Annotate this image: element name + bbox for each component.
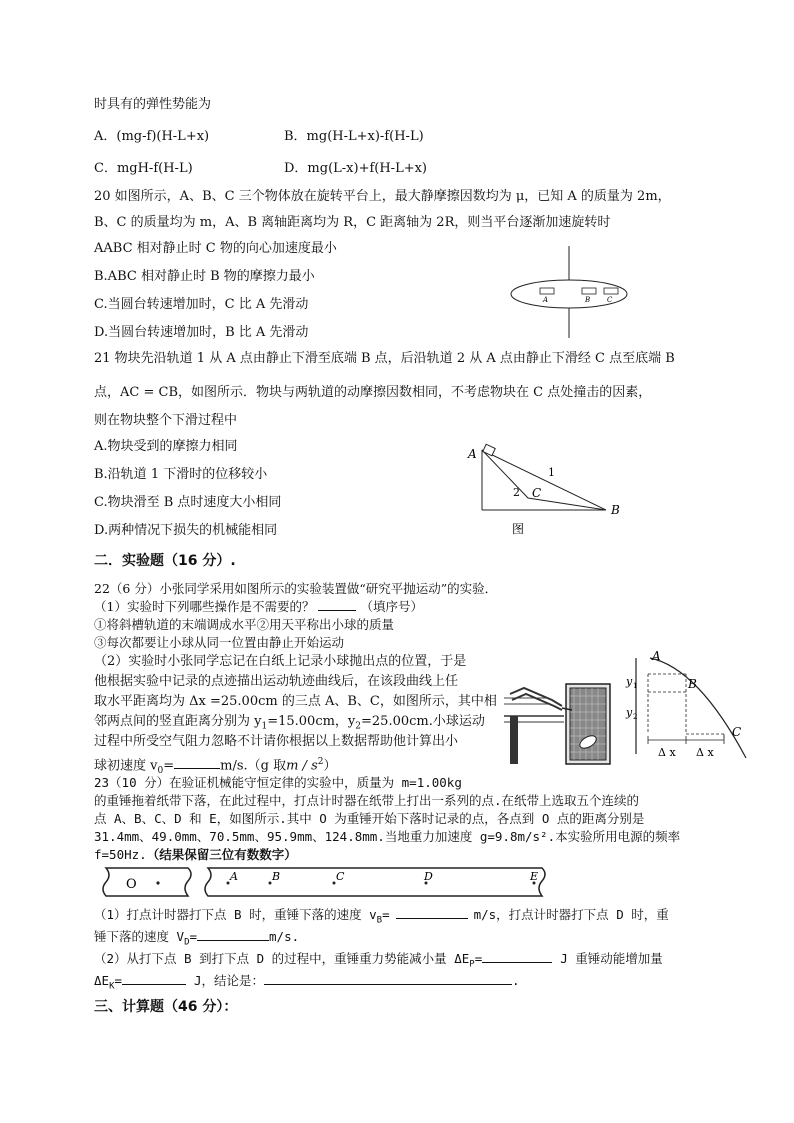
q21-option-c: C.物块滑至 B 点时速度大小相同: [94, 495, 282, 510]
q23-q1-vd-text: 锤下落的速度 V: [94, 929, 185, 944]
q23-vd-answer-blank[interactable]: [197, 928, 269, 941]
q19-option-c: C．mgH-f(H-L): [94, 161, 193, 176]
q22-part2-line2: 他根据实验中记录的点迹描出运动轨迹曲线后，在该段曲线上任: [94, 674, 459, 689]
q23-stem-line3: 点 A、B、C、D 和 E，如图所示.其中 O 为重锤开始下落时记录的点，各点到 O 点的距离分别是: [94, 811, 645, 826]
q20-turntable-figure: [508, 244, 638, 340]
q19-option-a: A．(mg-f)(H-L+x): [94, 129, 210, 144]
q22-part2-line6: 球初速度 $v_0= m/s.(g$ 取m / $s^2$）: [94, 757, 337, 776]
q22-part1-tail: （填序号）: [360, 599, 423, 614]
svg-text:1: 1: [633, 682, 638, 690]
q20-label-b: B: [585, 296, 591, 304]
q20-option-c: C.当圆台转速增加时，C 比 A 先滑动: [94, 297, 309, 312]
tape-point-e: E: [530, 870, 539, 883]
q22-g-text: m/s.（g 取: [220, 758, 287, 774]
q22-dx-label-1: Δ x: [658, 746, 676, 759]
q21-figure-caption: 图: [512, 522, 525, 536]
q23-conclusion-label: J，结论是：: [194, 973, 265, 988]
q22-point-c: C: [732, 725, 742, 739]
q19-option-b: B．mg(H-L+x)-f(H-L): [284, 129, 424, 144]
q23-q1-mid: m/s，打点计时器打下点 D 时，重: [473, 907, 669, 922]
q22-item-1-2: ①将斜槽轨道的末端调成水平②用天平称出小球的质量: [94, 617, 395, 632]
q23-stem-line2: 的重锤拖着纸带下落，在此过程中，打点计时器在纸带上打出一系列的点.在纸带上选取五个连续的: [94, 793, 640, 808]
q21-label-b: B: [611, 503, 620, 517]
q20-stem-line1: 20 如图所示，A、B、C 三个物体放在旋转平台上，最大静摩擦因数均为 μ，已知 A 的质量为 2m，: [94, 189, 671, 204]
section-3-heading: 三、计算题（46 分）：: [94, 999, 238, 1015]
svg-text:2: 2: [633, 713, 638, 721]
q20-label-c: C: [607, 296, 613, 304]
q19-tail: 时具有的弹性势能为: [94, 97, 212, 112]
q23-q2-mid: J 重锤动能增加量: [560, 951, 663, 966]
q23-q1-text: （1）打点计时器打下点 B 时，重锤下落的速度 v: [94, 907, 377, 922]
q20-label-a: A: [543, 296, 549, 304]
q21-option-b: B.沿轨道 1 下滑时的位移较小: [94, 467, 268, 482]
q23-vb-answer-blank[interactable]: [396, 906, 468, 919]
q21-option-d: D.两种情况下损失的机械能相同: [94, 523, 278, 538]
q22-point-b: B: [688, 677, 697, 691]
q23-stem-line4: 31.4mm、49.0mm、70.5mm、95.9mm、124.8mm.当地重力加速度 g=9.8m/s².本实验所用电源的频率: [94, 829, 681, 844]
q23-conclusion-answer-blank[interactable]: [264, 972, 512, 985]
q21-track-1-label: 1: [548, 466, 555, 479]
q22-part2-line1: （2）实验时小张同学忘记在白纸上记录小球抛出点的位置，于是: [94, 654, 467, 669]
q20-option-a: AABC 相对静止时 C 物的向心加速度最小: [94, 241, 337, 256]
tape-point-a: A: [230, 870, 238, 883]
q21-stem-line3: 则在物块整个下滑过程中: [94, 413, 238, 428]
q22-y2-label: y: [626, 706, 633, 719]
q23-paper-tape: [96, 864, 564, 902]
q23-stem-line1: 23（10 分）在验证机械能守恒定律的实验中，质量为 m=1.00kg: [94, 775, 462, 790]
section-2-heading: 二．实验题（16 分）.: [94, 553, 236, 569]
q21-option-a: A.物块受到的摩擦力相同: [94, 439, 238, 454]
q19-option-d: D．mg(L-x)+f(H-L+x): [284, 161, 428, 176]
q22-item-3: ③每次都要让小球从同一位置由静止开始运动: [94, 635, 345, 650]
q23-dek-text: ΔE: [94, 973, 110, 988]
q22-stem: 22（6 分）小张同学采用如图所示的实验装置做“研究平抛运动”的实验．: [94, 581, 498, 596]
q22-y1-label: y: [626, 675, 633, 688]
q23-dep-answer-blank[interactable]: [482, 950, 552, 963]
q20-stem-line2: B、C 的质量均为 m，A、B 离轴距离均为 R，C 距离轴为 2R，则当平台逐渐加速旋转时: [94, 215, 611, 230]
tape-point-c: C: [336, 870, 345, 883]
q22-point-a: A: [652, 649, 661, 663]
q21-label-c: C: [532, 486, 542, 500]
q23-precision-note: （结果保留三位有数数字）: [146, 847, 297, 862]
q22-apparatus-figure: [502, 680, 620, 766]
q22-part2-line4: 邻两点间的竖直距离分别为 $y_1=15.00cm$，$y_2=25.00cm$.小球运动: [94, 714, 485, 732]
q22-dx-label-2: Δ x: [696, 746, 714, 759]
q22-y2-text: =15.00cm，y: [267, 714, 356, 729]
q22-y1-text: 邻两点间的竖直距离分别为 y: [94, 714, 262, 729]
q20-option-d: D.当圆台转速增加时，B 比 A 先滑动: [94, 325, 309, 340]
q23-dek-answer-blank[interactable]: [122, 972, 186, 985]
q22-part2-line5: 过程中所受空气阻力忽略不计请你根据以上数据帮助他计算出小: [94, 734, 459, 749]
q21-track-figure: [466, 440, 626, 538]
q21-stem-line2: 点，AC = CB，如图所示．物块与两轨道的动摩擦因数相同，不考虑物块在 C 点处撞击的因素，: [94, 385, 652, 400]
q22-v0-text: 球初速度 v: [94, 758, 158, 774]
q23-frequency: f=50Hz.: [94, 847, 147, 862]
tape-point-b: B: [272, 870, 281, 883]
q22-part2-line3: 取水平距离均为 Δx =25.00cm 的三点 A、B、C，如图所示，其中相: [94, 694, 497, 709]
q22-v0-answer-blank[interactable]: [174, 756, 220, 769]
q21-track-2-label: 2: [513, 486, 520, 499]
q21-label-a: A: [468, 447, 477, 461]
q22-trajectory-figure: [628, 648, 756, 768]
tape-point-d: D: [424, 870, 433, 883]
tape-point-o: O: [126, 877, 137, 892]
q22-part1: [94, 598, 423, 616]
q22-part1-text: （1）实验时下列哪些操作是不需要的？: [94, 599, 315, 614]
q23-q2-text: （2）从打下点 B 到打下点 D 的过程中，重锤重力势能减小量 ΔE: [94, 951, 470, 966]
q22-part1-answer-blank[interactable]: [318, 598, 356, 611]
q22-y2-tail: =25.00cm.小球运动: [361, 714, 485, 729]
q20-option-b: B.ABC 相对静止时 B 物的摩擦力最小: [94, 269, 315, 284]
q21-stem-line1: 21 物块先沿轨道 1 从 A 点由静止下滑至底端 B 点，后沿轨道 2 从 A 点由静止下滑经 C 点至底端 B: [94, 351, 675, 366]
